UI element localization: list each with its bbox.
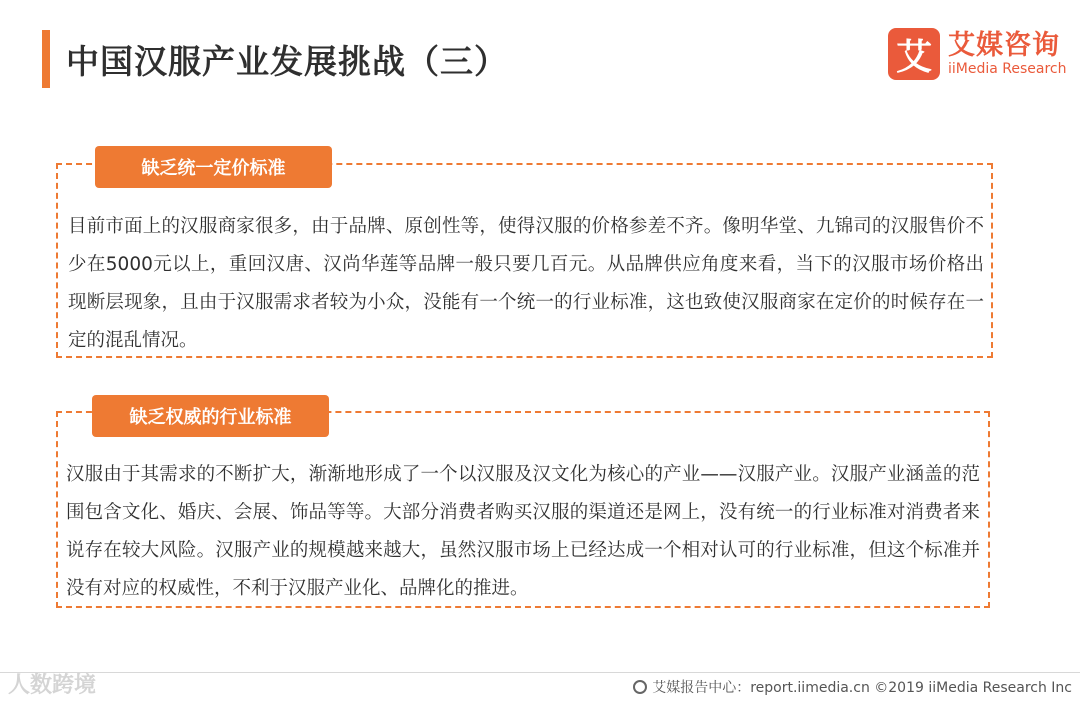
brand-logo (888, 28, 1067, 80)
logo-text (948, 31, 1067, 77)
logo-en: iiMedia Research (948, 61, 1067, 77)
section-tag-pricing: 缺乏统一定价标准 (95, 146, 332, 188)
section-text-industry: 汉服由于其需求的不断扩大，渐渐地形成了一个以汉服及汉文化为核心的产业——汉服产业。汉服产业涵盖的范围包含文化、婚庆、会展、饰品等等。大部分消费者购买汉服的渠道还是网上，没有统一的行业标准对消费者来说存在较大风险。汉服产业的规模越来越大，虽然汉服市场上已经达成一个相对认可的行业标准，但这个标准并没有对应的权威性，不利于汉服产业化、品牌化的推进。 (66, 464, 980, 599)
logo-icon: 艾 (888, 28, 940, 80)
section-tag-industry: 缺乏权威的行业标准 (92, 395, 329, 437)
section-text-pricing: 目前市面上的汉服商家很多，由于品牌、原创性等，使得汉服的价格参差不齐。像明华堂、九锦司的汉服售价不少在5000元以上，重回汉唐、汉尚华莲等品牌一般只要几百元。从品牌供应角度来看，当下的汉服市场价格出现断层现象，且由于汉服需求者较为小众，没能有一个统一的行业标准，这也致使汉服商家在定价的时候存在一定的混乱情况。 (68, 216, 984, 351)
watermark: 人数跨境 (8, 673, 97, 698)
footer-source (633, 677, 1072, 697)
globe-icon (633, 680, 647, 694)
logo-cn: 艾媒咨询 (948, 30, 1060, 61)
footer-divider (0, 672, 1080, 673)
title-accent-bar (42, 30, 50, 88)
footer-source-text: 艾媒报告中心：report.iimedia.cn ©2019 iiMedia Research Inc (652, 680, 1072, 696)
page-title: 中国汉服产业发展挑战（三） (66, 42, 508, 81)
